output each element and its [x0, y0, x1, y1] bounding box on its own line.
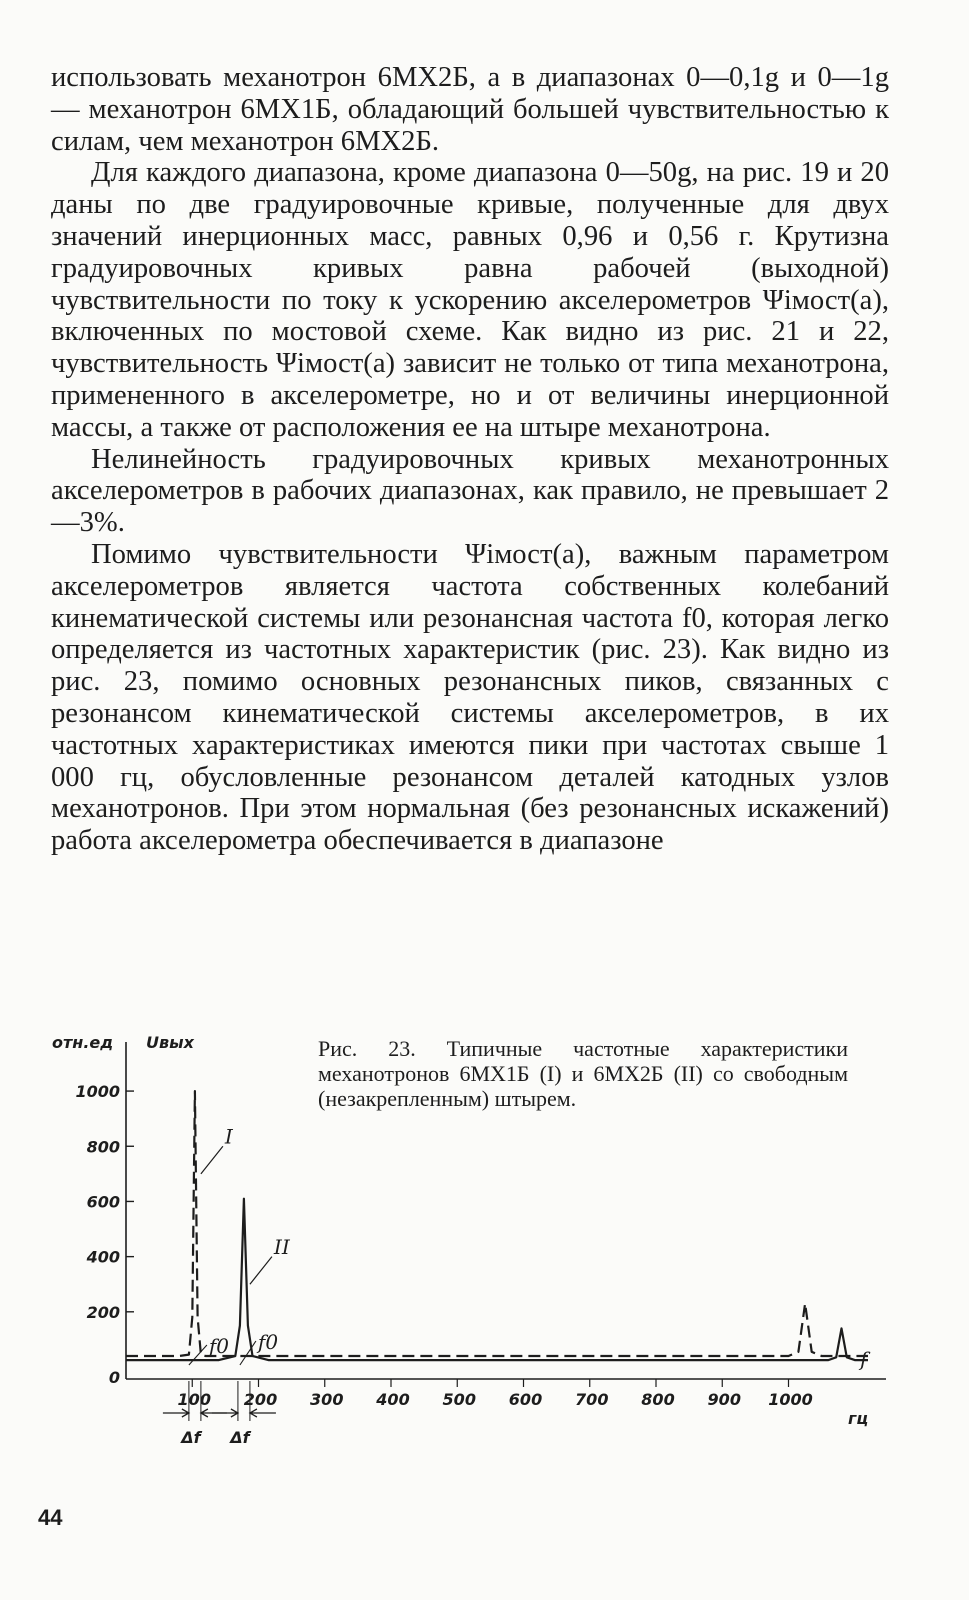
x-tick-label: 700 — [575, 1390, 609, 1409]
paragraph-1: использовать механотрон 6МХ2Б, а в диапазонах 0—0,1g и 0—1g — механотрон 6МХ1Б, обладающий большей чувствительностью к силам, чем механотрон 6МХ2Б. — [51, 62, 889, 157]
annotation-leader — [240, 1341, 256, 1365]
x-tick-label: 800 — [641, 1390, 675, 1409]
y-tick-label: 600 — [86, 1192, 120, 1212]
y-tick-label: 800 — [86, 1137, 120, 1157]
f0-label-II: f0 — [257, 1330, 279, 1354]
x-axis-unit-label: гц — [848, 1409, 869, 1428]
delta-f-arrow — [250, 1409, 276, 1417]
x-tick-label: 400 — [376, 1390, 410, 1409]
annotation-leader — [189, 1345, 207, 1365]
series-II-label: II — [273, 1234, 290, 1259]
y-tick-label: 1000 — [75, 1082, 120, 1102]
x-tick-label: 100 — [177, 1390, 211, 1409]
annotation-leader — [250, 1257, 272, 1285]
f0-label-I: f0 — [208, 1334, 230, 1358]
y-tick-label: 0 — [108, 1368, 120, 1387]
x-tick-label: 600 — [508, 1390, 543, 1409]
series-I-label: I — [224, 1124, 233, 1149]
paragraph-3: Нелинейность градуировочных кривых механотронных акселерометров в рабочих диапазонах, как правило, не превышает 2—3%. — [51, 443, 889, 539]
y-axis-label-secondary: Uвых — [146, 1033, 194, 1052]
paragraph-4: Помимо чувствительности Ψiмост(a), важным параметром акселерометров является частота собственных колебаний кинематической системы или резонансная частота f0, которая легко определяется из частотных характеристик (рис. 23). Как видно из рис. 23, помимо основных резонансных пиков, связанных с резонансом кинематической системы акселерометров, в их частотных характеристиках имеются пики при частотах свыше 1 000 гц, обусловленные резонансом деталей катодных узлов механотронов. При этом нормальная (без резонансных искажений) работа акселерометра обеспечивается в диапазоне — [51, 538, 889, 857]
x-tick-label: 300 — [310, 1390, 344, 1409]
y-axis-label: отн.ед — [52, 1033, 114, 1052]
x-tick-label: 900 — [707, 1390, 741, 1409]
paragraph-2: Для каждого диапазона, кроме диапазона 0—50g, на рис. 19 и 20 даны по две градуировочные кривые, полученные для двух значений инерционных масс, равных 0,96 и 0,56 г. Крутизна градуировочных кривых равна рабочей (выходной) чувствительности по току к ускорению акселерометров Ψiмост(a), включенных по мостовой схеме. Как видно из рис. 21 и 22, чувствительность Ψiмост(a) зависит не только от типа механотрона, примененного в акселерометре, но и от величины инерционной массы, а также от расположения ее на штыре механотрона. — [51, 157, 889, 443]
x-tick-label: 200 — [243, 1390, 278, 1409]
x-tick-label: 500 — [442, 1390, 476, 1409]
figure-caption: Рис. 23. Типичные частотные характеристики механотронов 6МХ1Б (I) и 6МХ2Б (II) со свободным (незакрепленным) штырем. — [318, 1036, 848, 1111]
page-number: 44 — [38, 1505, 63, 1530]
body-text — [51, 62, 889, 857]
delta-f-arrow — [163, 1409, 189, 1417]
series-II-line — [126, 1199, 868, 1360]
annotation-leader — [201, 1146, 223, 1174]
x-tick-label: 1000 — [768, 1390, 813, 1409]
series-I-line — [126, 1091, 868, 1356]
delta-f-label-II: Δf — [230, 1428, 250, 1447]
y-tick-label: 400 — [86, 1247, 120, 1267]
y-tick-label: 200 — [86, 1302, 120, 1322]
delta-f-label-I: Δf — [181, 1428, 201, 1447]
delta-f-arrow — [212, 1409, 238, 1417]
x-axis-end-label: f — [860, 1347, 868, 1371]
